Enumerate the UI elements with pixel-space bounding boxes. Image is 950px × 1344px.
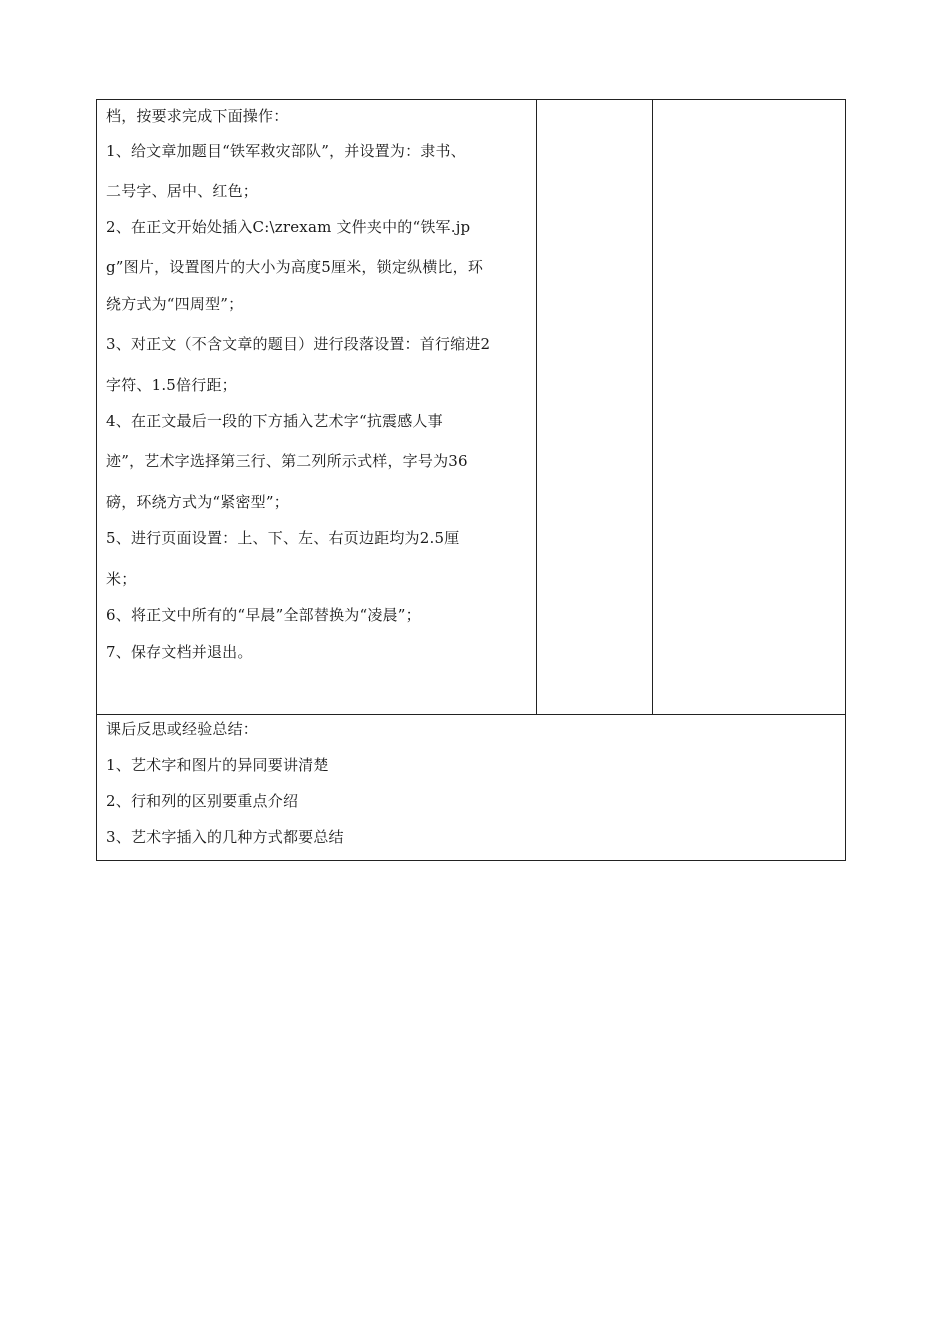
task-line: 绕方式为“四周型”； bbox=[106, 295, 244, 313]
task-cell bbox=[97, 100, 537, 715]
empty-cell-right bbox=[653, 100, 846, 715]
reflection-row bbox=[97, 715, 846, 861]
task-line: 4、在正文最后一段的下方插入艺术字“抗震感人事 bbox=[106, 412, 443, 430]
reflection-item: 1、艺术字和图片的异同要讲清楚 bbox=[106, 756, 329, 774]
task-line: 7、保存文档并退出。 bbox=[106, 643, 253, 661]
task-line: 迹”，艺术字选择第三行、第二列所示式样，字号为36 bbox=[106, 452, 468, 470]
reflection-heading: 课后反思或经验总结： bbox=[106, 720, 259, 738]
task-line: 米； bbox=[106, 570, 137, 588]
task-line: 6、将正文中所有的“早晨”全部替换为“凌晨”； bbox=[106, 606, 421, 624]
task-line: 2、在正文开始处插入C:\zrexam 文件夹中的“铁军.jp bbox=[106, 218, 471, 236]
task-line: 3、对正文（不含文章的题目）进行段落设置：首行缩进2 bbox=[106, 335, 491, 353]
empty-cell-middle bbox=[537, 100, 653, 715]
reflection-item: 3、艺术字插入的几种方式都要总结 bbox=[106, 828, 344, 846]
task-line: g”图片，设置图片的大小为高度5厘米，锁定纵横比，环 bbox=[106, 258, 484, 276]
lesson-table bbox=[96, 99, 846, 861]
task-line: 档，按要求完成下面操作： bbox=[106, 107, 289, 125]
task-line: 磅，环绕方式为“紧密型”； bbox=[106, 493, 289, 511]
task-line: 字符、1.5倍行距； bbox=[106, 376, 237, 394]
reflection-item: 2、行和列的区别要重点介绍 bbox=[106, 792, 299, 810]
task-line: 1、给文章加题目“铁军救灾部队”，并设置为：隶书、 bbox=[106, 142, 466, 160]
task-line: 5、进行页面设置：上、下、左、右页边距均为2.5厘 bbox=[106, 529, 460, 547]
task-line: 二号字、居中、红色； bbox=[106, 182, 259, 200]
task-row bbox=[97, 100, 846, 715]
reflection-cell bbox=[97, 715, 846, 861]
